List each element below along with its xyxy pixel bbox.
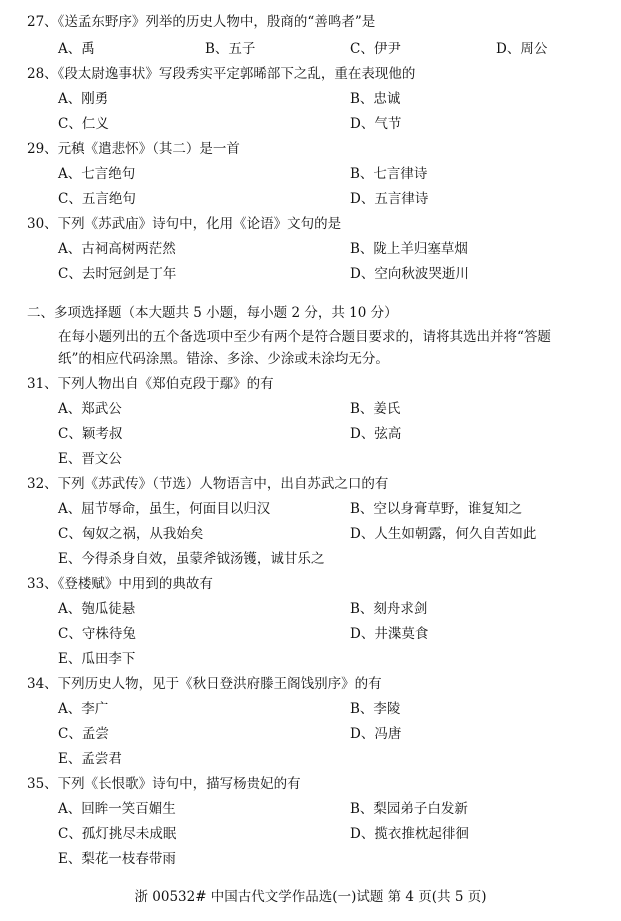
q30-option-b: B、陇上羊归塞草烟 [350,241,468,257]
q27-option-a: A、禹 [58,41,95,57]
q28-option-b: B、忠诚 [350,91,401,107]
q32-option-a: A、屈节辱命，虽生，何面目以归汉 [58,501,271,517]
question-34-stem: 34、下列历史人物，见于《秋日登洪府滕王阁饯别序》的有 [27,676,382,692]
q27-option-b: B、五子 [205,41,256,57]
q28-option-d: D、气节 [350,116,402,132]
q35-option-a: A、回眸一笑百媚生 [58,801,176,817]
section-2-heading: 二、多项选择题（本大题共 5 小题，每小题 2 分，共 10 分） [27,305,398,321]
q34-option-c: C、孟尝 [58,726,109,742]
q27-option-d: D、周公 [496,41,548,57]
q33-option-d: D、井渫莫食 [350,626,429,642]
q35-option-e: E、梨花一枝春带雨 [58,851,176,867]
q34-option-a: A、李广 [58,701,109,717]
question-28-stem: 28、《段太尉逸事状》写段秀实平定郭晞部下之乱，重在表现他的 [27,66,416,82]
page-footer: 浙 00532# 中国古代文学作品选(一)试题 第 4 页(共 5 页) [134,889,487,905]
q34-option-d: D、冯唐 [350,726,402,742]
q35-option-c: C、孤灯挑尽未成眠 [58,826,177,842]
q27-option-c: C、伊尹 [350,41,401,57]
q32-option-e: E、今得杀身自效，虽蒙斧钺汤镬，诚甘乐之 [58,551,325,567]
q33-option-c: C、守株待兔 [58,626,136,642]
q34-option-e: E、孟尝君 [58,751,122,767]
q31-option-b: B、姜氏 [350,401,401,417]
q33-option-e: E、瓜田李下 [58,651,136,667]
q33-option-a: A、匏瓜徒悬 [58,601,136,617]
q35-option-d: D、揽衣推枕起徘徊 [350,826,469,842]
section-2-instruction-line-1: 在每小题列出的五个备选项中至少有两个是符合题目要求的，请将其选出并将“答题 [58,329,551,345]
q29-option-b: B、七言律诗 [350,166,428,182]
q32-option-c: C、匈奴之祸，从我始矣 [58,526,204,542]
q30-option-d: D、空向秋波哭逝川 [350,266,469,282]
q30-option-a: A、古祠高树两茫然 [58,241,176,257]
q28-option-a: A、刚勇 [58,91,109,107]
q33-option-b: B、刻舟求剑 [350,601,428,617]
q31-option-a: A、郑武公 [58,401,122,417]
question-32-stem: 32、下列《苏武传》（节选）人物语言中，出自苏武之口的有 [27,476,389,492]
q31-option-c: C、颖考叔 [58,426,123,442]
q31-option-d: D、弦高 [350,426,402,442]
q29-option-c: C、五言绝句 [58,191,136,207]
q29-option-d: D、五言律诗 [350,191,429,207]
q34-option-b: B、李陵 [350,701,401,717]
q28-option-c: C、仁义 [58,116,109,132]
section-2-instruction-line-2: 纸”的相应代码涂黑。错涂、多涂、少涂或未涂均无分。 [58,351,389,367]
q35-option-b: B、梨园弟子白发新 [350,801,468,817]
question-33-stem: 33、《登楼赋》中用到的典故有 [27,576,213,592]
q31-option-e: E、晋文公 [58,451,122,467]
q32-option-b: B、空以身膏草野，谁复知之 [350,501,522,517]
question-30-stem: 30、下列《苏武庙》诗句中，化用《论语》文句的是 [27,216,342,232]
question-35-stem: 35、下列《长恨歌》诗句中，描写杨贵妃的有 [27,776,301,792]
q32-option-d: D、人生如朝露，何久自苦如此 [350,526,537,542]
q30-option-c: C、去时冠剑是丁年 [58,266,177,282]
question-31-stem: 31、下列人物出自《郑伯克段于鄢》的有 [27,376,274,392]
question-29-stem: 29、元稹《遣悲怀》（其二）是一首 [27,141,240,157]
q29-option-a: A、七言绝句 [58,166,136,182]
question-27-stem: 27、《送孟东野序》列举的历史人物中，殷商的“善鸣者”是 [27,14,376,30]
